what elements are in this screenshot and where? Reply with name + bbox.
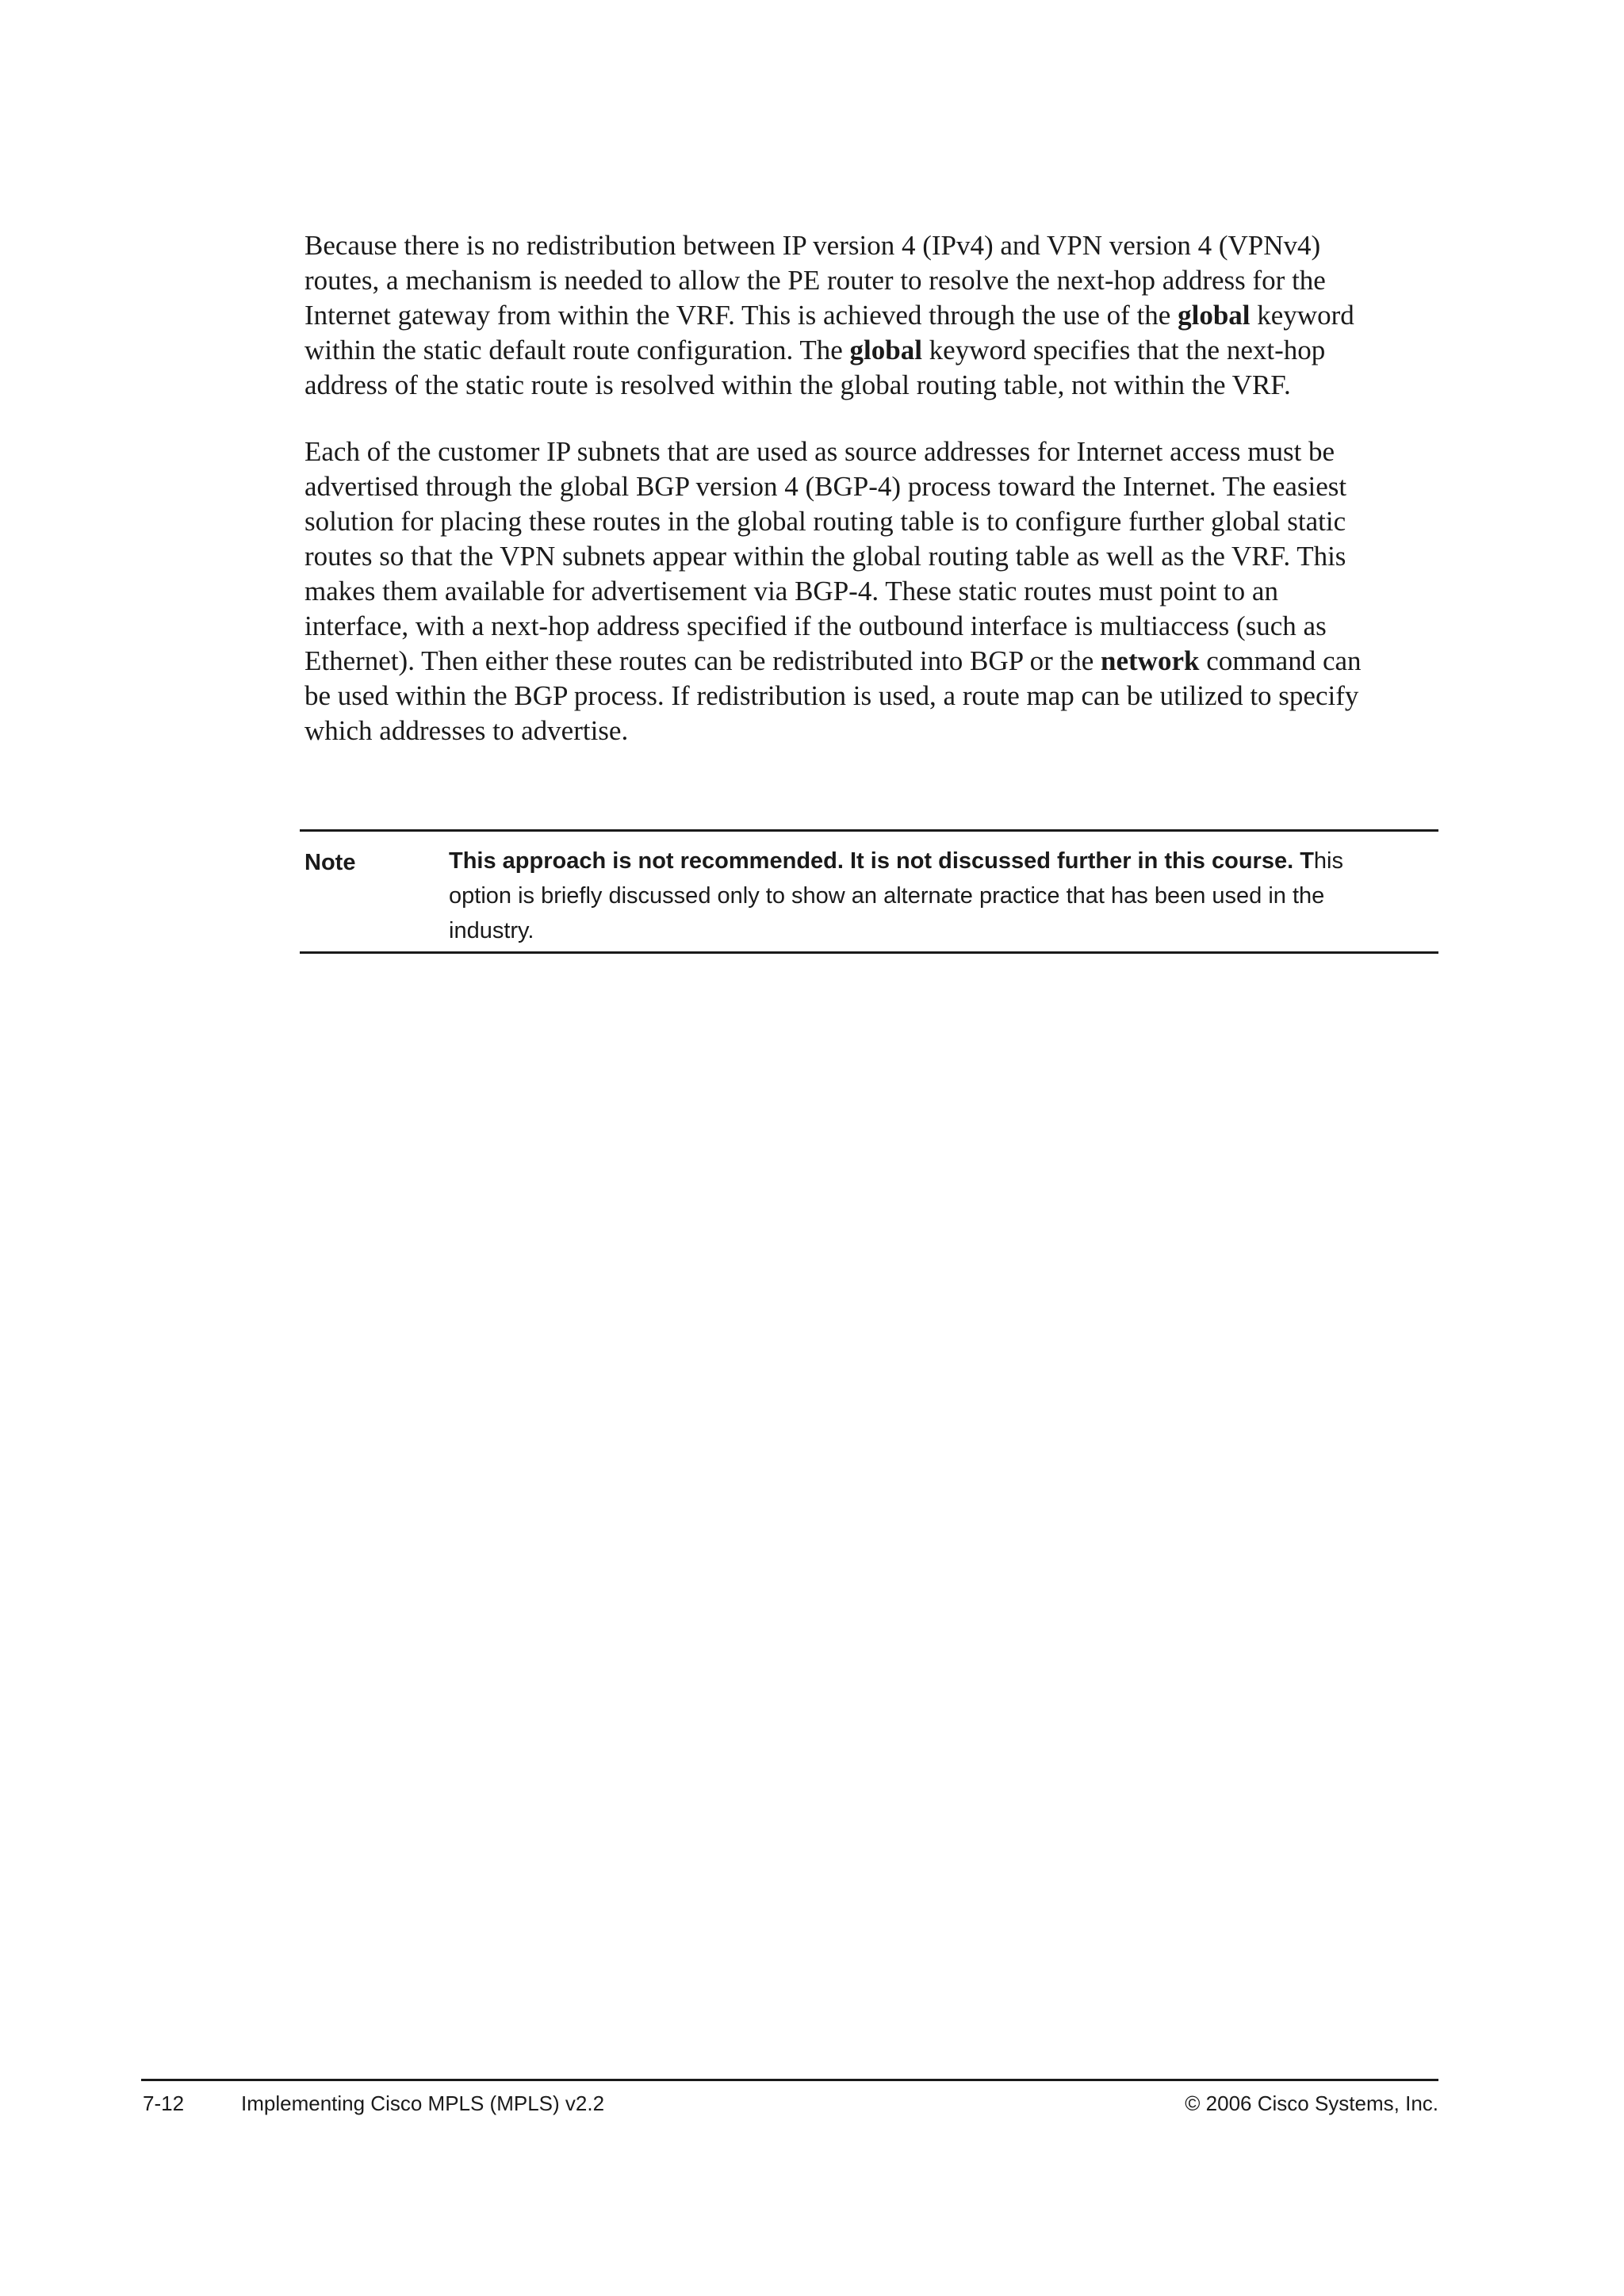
body-paragraph-global-keyword <box>304 228 1431 403</box>
text-line: advertised through the global BGP version 4 (BGP-4) process toward the Internet. The easiest <box>304 471 1347 502</box>
text-line: which addresses to advertise. <box>304 715 629 746</box>
text-line: routes so that the VPN subnets appear within the global routing table as well as the VRF. This <box>304 541 1346 572</box>
text-line: industry. <box>449 918 534 943</box>
note-label: Note <box>304 850 356 875</box>
text-run: his <box>1313 848 1343 874</box>
text-line: be used within the BGP process. If redistribution is used, a route map can be utilized to specify <box>304 680 1359 711</box>
text-run: Internet gateway from within the VRF. This is achieved through the use of the <box>304 300 1178 331</box>
text-run: keyword specifies that the next-hop <box>921 335 1326 365</box>
text-line: solution for placing these routes in the global routing table is to configure further global static <box>304 506 1346 537</box>
text-run: command can <box>1199 645 1362 676</box>
text-line: interface, with a next-hop address specified if the outbound interface is multiaccess (such as <box>304 610 1327 641</box>
body-paragraph-customer-subnets <box>304 434 1431 748</box>
keyword-global: global <box>849 335 922 365</box>
note-text <box>449 844 1438 948</box>
keyword-network: network <box>1101 645 1200 676</box>
text-line: option is briefly discussed only to show an alternate practice that has been used in the <box>449 883 1325 909</box>
text-line <box>304 644 1431 679</box>
text-line <box>304 333 1431 368</box>
text-line: address of the static route is resolved within the global routing table, not within the VRF. <box>304 369 1291 400</box>
text-line: routes, a mechanism is needed to allow the PE router to resolve the next-hop address for the <box>304 265 1326 296</box>
note-emphasis: This approach is not recommended. It is not discussed further in this course. T <box>449 848 1314 874</box>
text-run: within the static default route configuration. The <box>304 335 850 365</box>
text-line: makes them available for advertisement via BGP-4. These static routes must point to an <box>304 576 1278 607</box>
footer-course-title: Implementing Cisco MPLS (MPLS) v2.2 <box>241 2091 605 2115</box>
footer-divider <box>141 2079 1438 2081</box>
footer-copyright: © 2006 Cisco Systems, Inc. <box>1185 2091 1438 2115</box>
text-line: Each of the customer IP subnets that are used as source addresses for Internet access must be <box>304 436 1335 467</box>
text-run: Ethernet). Then either these routes can be redistributed into BGP or the <box>304 645 1101 676</box>
footer-page-number: 7-12 <box>143 2091 185 2115</box>
note-top-divider <box>300 829 1438 832</box>
text-line: Because there is no redistribution between IP version 4 (IPv4) and VPN version 4 (VPNv4) <box>304 230 1321 261</box>
note-bottom-divider <box>300 951 1438 954</box>
text-line <box>449 844 1438 878</box>
text-line <box>304 298 1431 333</box>
keyword-global: global <box>1178 300 1251 331</box>
text-run: keyword <box>1250 300 1354 331</box>
